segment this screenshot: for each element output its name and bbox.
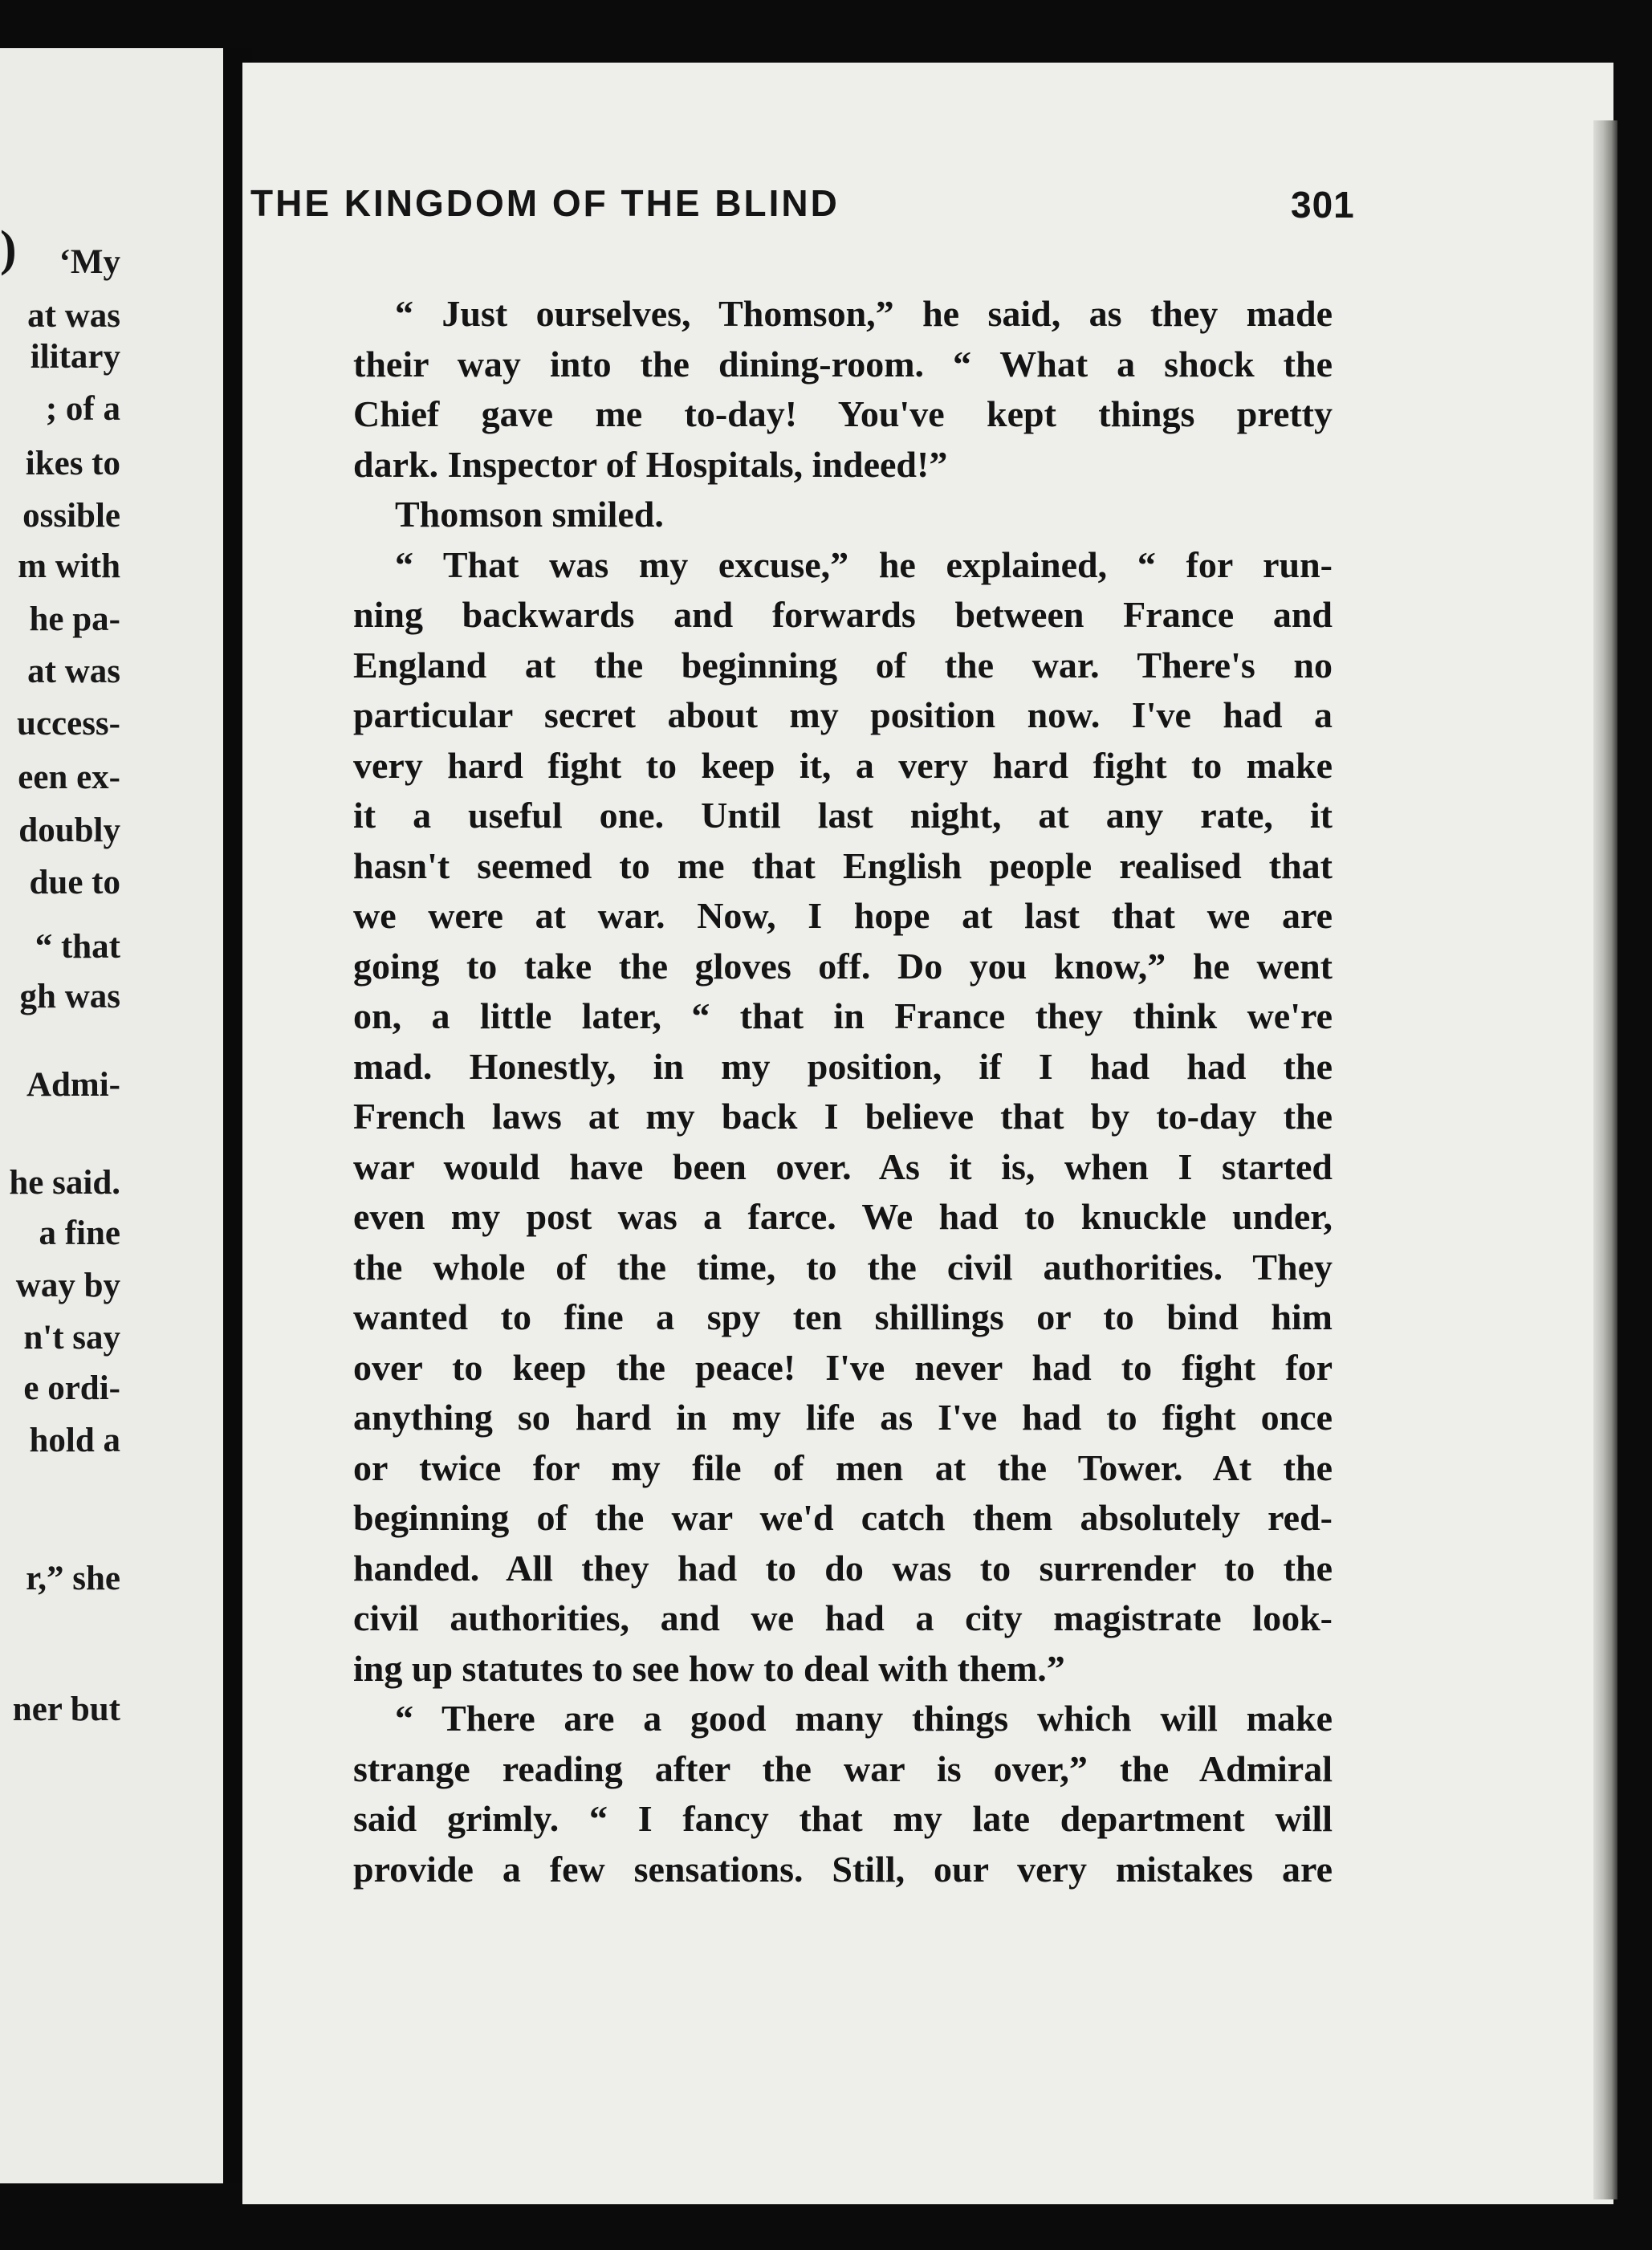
left-page-fragment: ilitary	[30, 338, 120, 376]
text-line: Thomson smiled.	[395, 494, 664, 535]
left-page-fragment: ikes to	[25, 445, 120, 482]
text-line: even my post was a farce. We had to knuckle under,	[353, 1196, 1333, 1237]
text-line: Chief gave me to-day! You've kept things pretty	[353, 393, 1333, 434]
left-page-fragment: ossible	[22, 497, 120, 535]
left-page-fragment: m with	[18, 547, 120, 585]
text-line: particular secret about my position now. I've had a	[353, 694, 1333, 735]
left-page-fragment: ner but	[12, 1691, 120, 1728]
left-page-fragment: ; of a	[45, 390, 120, 428]
text-line: dark. Inspector of Hospitals, indeed!”	[353, 443, 948, 485]
text-line: ing up statutes to see how to deal with them.”	[353, 1647, 1065, 1689]
left-page-fragment: a fine	[39, 1215, 120, 1252]
left-page-fragment: n't say	[23, 1319, 120, 1357]
left-page-fragment: een ex-	[18, 759, 120, 796]
text-line: French laws at my back I believe that by to-day the	[353, 1096, 1333, 1137]
left-page-fragment: Admi-	[26, 1066, 120, 1104]
text-line: mad. Honestly, in my position, if I had had the	[353, 1045, 1333, 1087]
text-line: it a useful one. Until last night, at any rate, it	[353, 795, 1333, 836]
text-line: or twice for my file of men at the Tower. At the	[353, 1446, 1333, 1488]
text-line: the whole of the time, to the civil authorities. They	[353, 1246, 1333, 1288]
text-line: handed. All they had to do was to surrender to the	[353, 1547, 1333, 1589]
left-page-fragment: hold a	[29, 1422, 120, 1459]
text-line: on, a little later, “ that in France they think we're	[353, 995, 1333, 1036]
text-line: going to take the gloves off. Do you know,” he went	[353, 945, 1333, 987]
left-page-fragment: “ that	[35, 928, 120, 966]
running-head	[250, 181, 1355, 226]
text-line: ning backwards and forwards between France and	[353, 594, 1333, 635]
text-line: beginning of the war we'd catch them absolutely red-	[353, 1497, 1333, 1538]
left-page-fragment: due to	[29, 864, 120, 901]
page-edge	[1593, 120, 1617, 2199]
paragraph	[353, 289, 1333, 490]
text-line: hasn't seemed to me that English people realised that	[353, 844, 1333, 886]
left-page-fragment: at was	[27, 653, 120, 690]
left-page-fragment: way by	[15, 1267, 120, 1304]
left-page-fragment: uccess-	[17, 705, 120, 743]
left-page-fragment: he pa-	[29, 600, 120, 638]
left-page-fragment: gh was	[19, 978, 120, 1015]
text-line: we were at war. Now, I hope at last that we are	[353, 895, 1333, 936]
text-line: very hard fight to keep it, a very hard fight to make	[353, 744, 1333, 786]
text-line: civil authorities, and we had a city magistrate look-	[353, 1597, 1333, 1638]
text-line: said grimly. “ I fancy that my late department will	[353, 1798, 1333, 1839]
left-facing-page	[0, 48, 223, 2183]
text-line: their way into the dining-room. “ What a shock the	[353, 343, 1333, 384]
left-page-fragment: at was	[27, 297, 120, 335]
text-line: “ That was my excuse,” he explained, “ for run-	[395, 543, 1333, 585]
left-page-fragment: ‘My	[59, 243, 120, 281]
left-page-fragment: doubly	[18, 812, 120, 849]
text-line: wanted to fine a spy ten shillings or to bind him	[353, 1296, 1333, 1337]
running-head-title: THE KINGDOM OF THE BLIND	[250, 182, 840, 224]
text-line: “ Just ourselves, Thomson,” he said, as they made	[395, 293, 1333, 334]
left-page-fragment: r,” she	[26, 1560, 120, 1597]
text-line: anything so hard in my life as I've had to fight once	[353, 1397, 1333, 1438]
text-line: over to keep the peace! I've never had to fight for	[353, 1346, 1333, 1388]
page-number: 301	[1291, 184, 1355, 226]
text-line: strange reading after the war is over,” the Admiral	[353, 1748, 1333, 1789]
paragraph	[353, 490, 1333, 540]
text-line: war would have been over. As it is, when I started	[353, 1145, 1333, 1187]
body-text	[353, 289, 1333, 1894]
text-line: provide a few sensations. Still, our very mistakes are	[353, 1848, 1333, 1890]
left-page-fragment: he said.	[9, 1164, 120, 1202]
text-line: England at the beginning of the war. There's no	[353, 644, 1333, 686]
paragraph	[353, 1694, 1333, 1894]
left-page-fragment: e ordi-	[23, 1369, 120, 1407]
paragraph	[353, 540, 1333, 1695]
text-line: “ There are a good many things which will make	[395, 1698, 1333, 1739]
left-page-edge-glyph: )	[0, 222, 17, 276]
